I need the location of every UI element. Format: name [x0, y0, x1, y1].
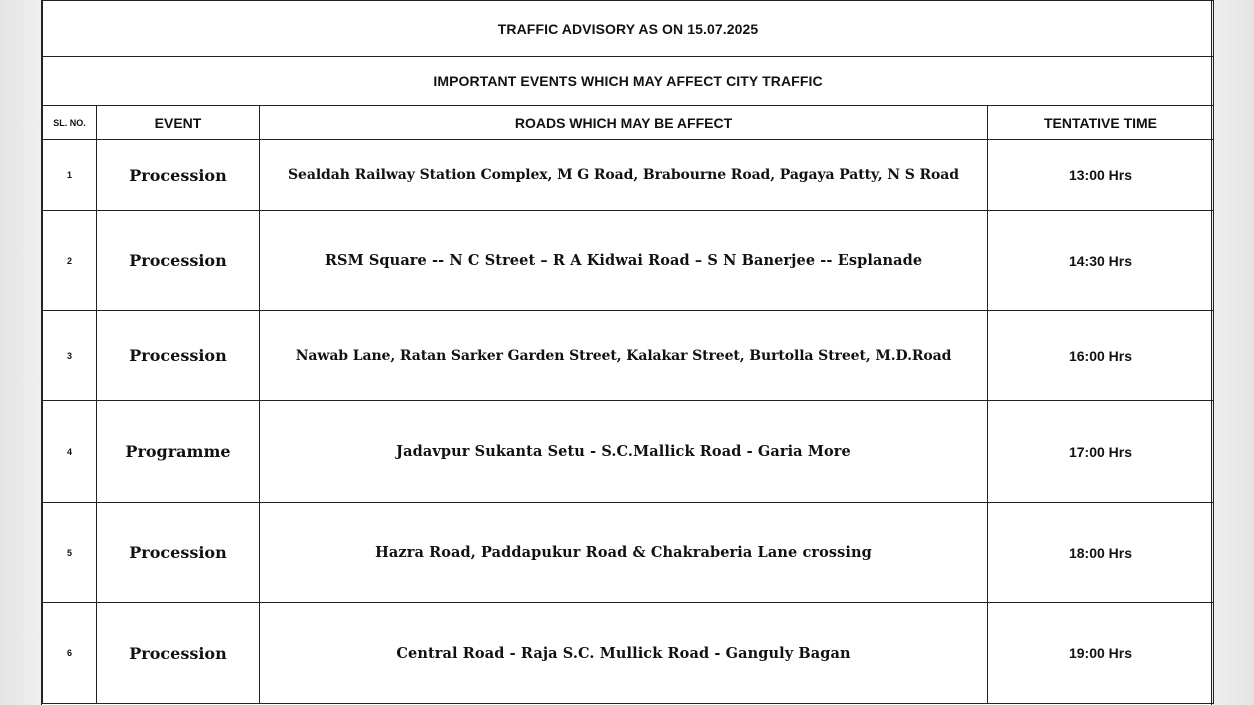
subtitle-row	[43, 57, 1214, 106]
row-time: 18:00 Hrs	[988, 503, 1214, 603]
table-row	[43, 311, 1214, 401]
advisory-title: TRAFFIC ADVISORY AS ON 15.07.2025	[43, 1, 1214, 57]
row-roads: Hazra Road, Paddapukur Road & Chakraberia Lane crossing	[260, 503, 988, 603]
row-event: Procession	[97, 211, 260, 311]
row-roads: Central Road - Raja S.C. Mullick Road - Ganguly Bagan	[260, 603, 988, 704]
table-row	[43, 211, 1214, 311]
row-roads: RSM Square -- N C Street – R A Kidwai Road – S N Banerjee -- Esplanade	[260, 211, 988, 311]
title-row	[43, 1, 1214, 57]
column-header-sl-no: SL. NO.	[43, 106, 97, 140]
row-sl-no: 2	[43, 211, 97, 311]
row-event: Procession	[97, 603, 260, 704]
row-event: Procession	[97, 311, 260, 401]
row-roads: Jadavpur Sukanta Setu - S.C.Mallick Road - Garia More	[260, 401, 988, 503]
header-row	[43, 106, 1214, 140]
table-row	[43, 401, 1214, 503]
column-header-roads: ROADS WHICH MAY BE AFFECT	[260, 106, 988, 140]
row-event: Procession	[97, 503, 260, 603]
row-roads: Nawab Lane, Ratan Sarker Garden Street, Kalakar Street, Burtolla Street, M.D.Road	[260, 311, 988, 401]
row-time: 16:00 Hrs	[988, 311, 1214, 401]
row-event: Procession	[97, 140, 260, 211]
column-header-time: TENTATIVE TIME	[988, 106, 1214, 140]
row-sl-no: 5	[43, 503, 97, 603]
row-time: 19:00 Hrs	[988, 603, 1214, 704]
table-row	[43, 603, 1214, 704]
row-event: Programme	[97, 401, 260, 503]
advisory-sheet	[41, 0, 1212, 705]
row-time: 14:30 Hrs	[988, 211, 1214, 311]
row-sl-no: 1	[43, 140, 97, 211]
table-row	[43, 503, 1214, 603]
row-sl-no: 6	[43, 603, 97, 704]
column-header-event: EVENT	[97, 106, 260, 140]
table-row	[43, 140, 1214, 211]
row-roads: Sealdah Railway Station Complex, M G Road, Brabourne Road, Pagaya Patty, N S Road	[260, 140, 988, 211]
row-time: 13:00 Hrs	[988, 140, 1214, 211]
advisory-subtitle: IMPORTANT EVENTS WHICH MAY AFFECT CITY TRAFFIC	[43, 57, 1214, 106]
row-sl-no: 4	[43, 401, 97, 503]
row-time: 17:00 Hrs	[988, 401, 1214, 503]
advisory-table	[42, 0, 1214, 704]
row-sl-no: 3	[43, 311, 97, 401]
